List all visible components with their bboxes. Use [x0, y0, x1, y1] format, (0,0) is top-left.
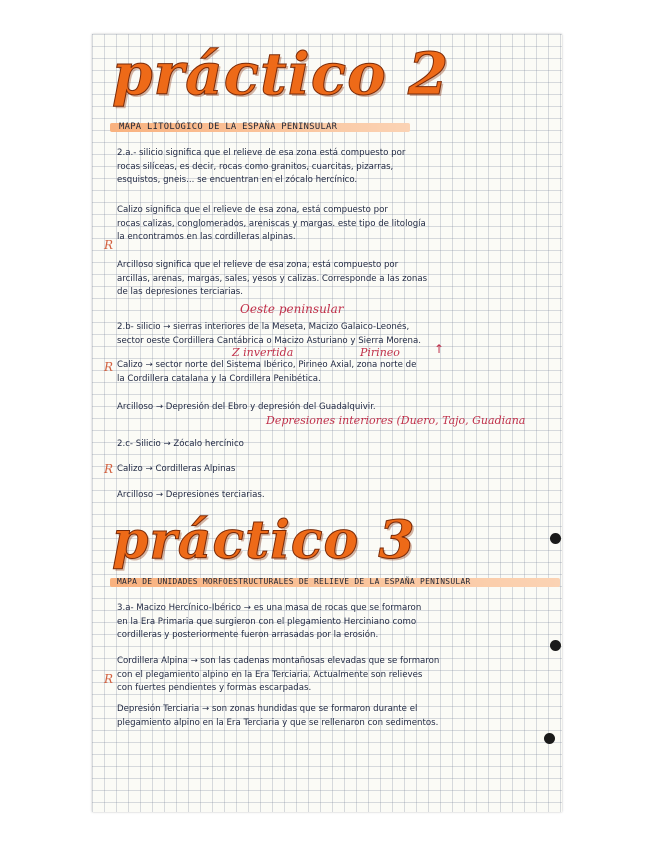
margin-mark: R: [104, 462, 114, 476]
section-heading-mapa-unidades: MAPA DE UNIDADES MORFOESTRUCTURALES DE RELIEVE DE LA ESPAÑA PENINSULAR: [117, 577, 471, 586]
section-heading-mapa-litologico: MAPA LITOLÓGICO DE LA ESPAÑA PENINSULAR: [119, 122, 338, 132]
line-2b-arcilloso: Arcilloso → Depresión del Ebro y depresión del Guadalquivir.: [117, 402, 376, 412]
correction-pirineo: Pirineo: [360, 346, 400, 359]
line-2b-sector-oeste: sector oeste Cordillera Cantábrica o Macizo Asturiano y Sierra Morena.: [117, 336, 422, 346]
margin-mark: R: [104, 238, 114, 252]
line-2c-calizo: Calizo → Cordilleras Alpinas: [117, 464, 236, 474]
correction-oeste-peninsular: Oeste peninsular: [240, 302, 344, 316]
line-2c-arcilloso: Arcilloso → Depresiones terciarias.: [117, 490, 265, 500]
line-2b-silicio: 2.b- silicio → sierras interiores de la Meseta, Macizo Galaico-Leonés,: [117, 322, 410, 332]
page-title-practico-3: práctico 3: [112, 510, 416, 571]
correction-z-invertida: Z invertida: [232, 346, 294, 359]
paragraph-depresion-terciaria: Depresión Terciaria → son zonas hundidas que se formaron durante el plegamiento alpino en la Era Terciaria y que se rellenaron con sedimentos.: [117, 704, 439, 728]
paragraph-cordillera-alpina: Cordillera Alpina → son las cadenas montañosas elevadas que se formaron con el plegamiento alpino en la Era Terciaria. Actualmente son relieves con fuertes pendientes y formas escarpadas.: [117, 656, 440, 693]
paragraph-arcilloso: Arcilloso significa que el relieve de esa zona, está compuesto por arcillas, arenas, margas, sales, yesos y calizas. Corresponde a las zonas de las depresiones terciarias.: [117, 260, 428, 297]
binder-hole-icon: [544, 733, 555, 744]
line-2c-silicio: 2.c- Silicio → Zócalo hercínico: [117, 439, 244, 449]
margin-mark: R: [104, 672, 114, 686]
paragraph-3a: 3.a- Macizo Hercínico-Ibérico → es una masa de rocas que se formaron en la Era Primaria que surgieron con el plegamiento Herciniano como cordilleras y posteriormente fueron arrasadas por la erosión.: [117, 603, 422, 640]
margin-mark: R: [104, 360, 114, 374]
page-title-practico-2: práctico 2: [112, 40, 450, 108]
arrow-up-icon: ↑: [434, 342, 445, 356]
correction-depresiones-interiores: Depresiones interiores (Duero, Tajo, Guadiana: [266, 414, 526, 427]
paragraph-2a: 2.a.- silicio significa que el relieve de esa zona está compuesto por rocas silíceas, es decir, rocas como granitos, cuarcitas, pizarras, esquistos, gneis... se encuentran en el zócalo hercínico.: [117, 148, 406, 185]
binder-hole-icon: [550, 533, 561, 544]
paragraph-2b-calizo: Calizo → sector norte del Sistema Ibérico, Pirineo Axial, zona norte de la Cordillera catalana y la Cordillera Penibética.: [117, 360, 417, 384]
paragraph-calizo: Calizo significa que el relieve de esa zona, está compuesto por rocas calizas, conglomerados, areniscas y margas. este tipo de litología la encontramos en las cordilleras alpinas.: [117, 205, 426, 242]
